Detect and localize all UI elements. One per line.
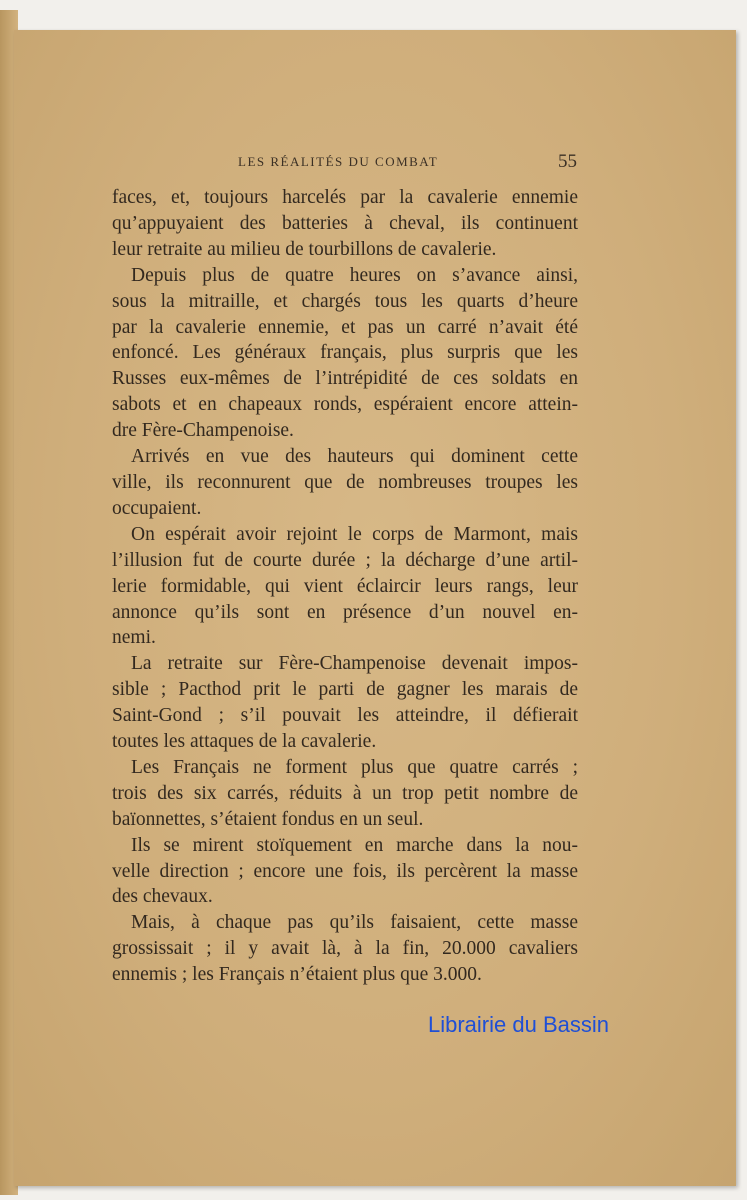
text-line: Russes eux-mêmes de l’intrépidité de ces soldats en [112,368,578,390]
text-line: On espérait avoir rejoint le corps de Marmont, mais [131,523,578,545]
text-line: leur retraite au milieu de tourbillons de cavalerie. [112,238,497,260]
text-line: Depuis plus de quatre heures on s’avance ainsi, [131,264,578,286]
text-line: sible ; Pacthod prit le parti de gagner les marais de [112,679,578,701]
text-line: occupaient. [112,497,202,519]
text-line: ennemis ; les Français n’étaient plus que 3.000. [112,964,482,986]
text-line: Les Français ne forment plus que quatre carrés ; [131,756,578,778]
text-line: Ils se mirent stoïquement en marche dans la nou- [131,834,578,856]
watermark: Librairie du Bassin [428,1012,609,1037]
text-line: lerie formidable, qui vient éclaircir leurs rangs, leur [112,575,578,597]
text-line: Mais, à chaque pas qu’ils faisaient, cette masse [131,912,578,934]
text-line: des chevaux. [112,886,213,908]
body-text [112,185,578,988]
text-line: annonce qu’ils sont en présence d’un nouvel en- [112,601,578,623]
text-line: enfoncé. Les généraux français, plus surpris que les [112,342,578,364]
text-line: La retraite sur Fère-Champenoise devenait impos- [131,653,578,675]
text-line: baïonnettes, s’étaient fondus en un seul. [112,808,424,830]
text-line: nemi. [112,627,156,649]
text-line: dre Fère-Champenoise. [112,420,294,442]
text-line: toutes les attaques de la cavalerie. [112,731,377,753]
text-line: velle direction ; encore une fois, ils percèrent la masse [112,860,578,882]
text-line: sous la mitraille, et chargés tous les quarts d’heure [112,290,578,312]
text-line: faces, et, toujours harcelés par la cavalerie ennemie [112,187,578,208]
text-line: grossissait ; il y avait là, à la fin, 20.000 cavaliers [112,938,578,960]
text-line: qu’appuyaient des batteries à cheval, ils continuent [112,212,578,234]
text-line: l’illusion fut de courte durée ; la décharge d’une artil- [112,549,578,571]
page-number: 55 [558,151,577,172]
text-line: Saint-Gond ; s’il pouvait les atteindre, il défierait [112,705,578,727]
text-line: ville, ils reconnurent que de nombreuses troupes les [112,471,578,493]
text-line: par la cavalerie ennemie, et pas un carré n’avait été [112,316,578,338]
text-line: sabots et en chapeaux ronds, espéraient encore attein- [112,394,578,416]
running-header: LES RÉALITÉS DU COMBAT [238,154,439,169]
text-line: Arrivés en vue des hauteurs qui dominent cette [131,446,578,468]
text-line: trois des six carrés, réduits à un trop petit nombre de [112,782,578,804]
